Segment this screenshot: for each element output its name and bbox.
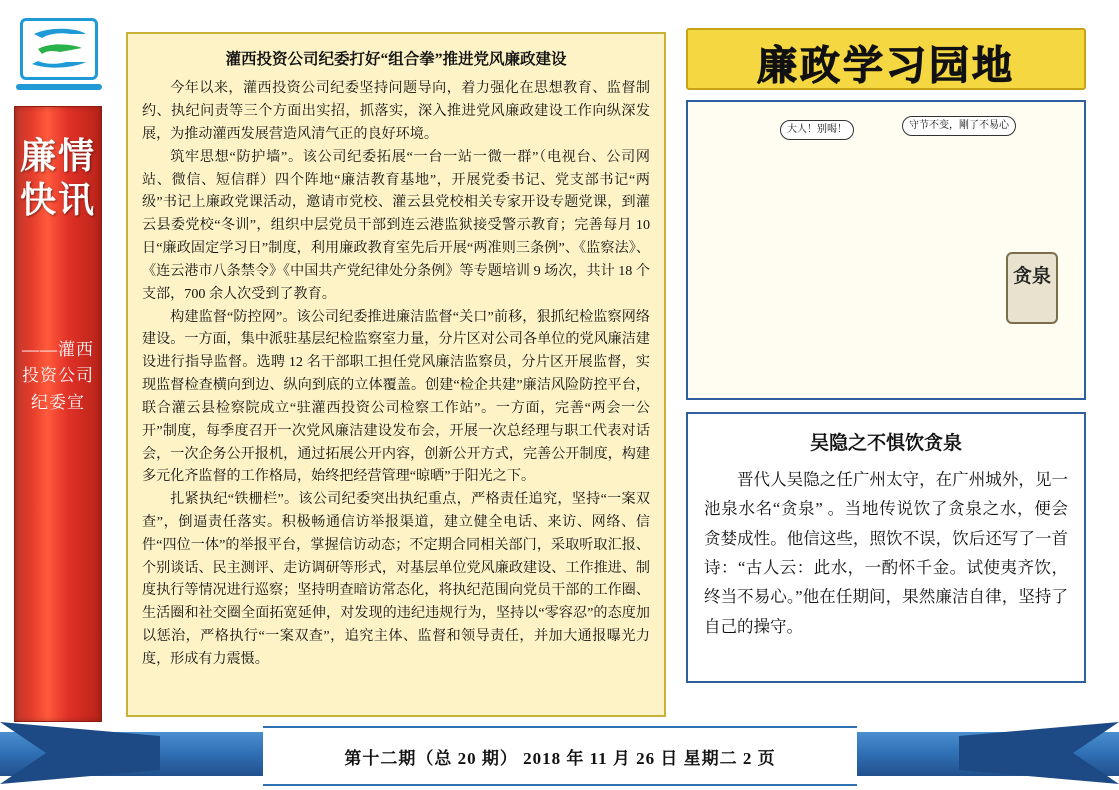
garden-header-title: 廉政学习园地 [757,43,1015,88]
story-panel [686,412,1086,683]
left-banner-column [0,0,120,790]
article-body [142,77,650,671]
spring-label-stone: 贪泉 [1006,252,1058,324]
article-paragraph: 筑牢思想“防护墙”。该公司纪委拓展“一台一站一微一群”（电视台、公司网站、微信、短信群）四个阵地“廉洁教育基地”，开展党委书记、党支部书记“两级”书记上廉政党课活动，邀请市党校、灌云县党校相关专家开设专题党课，到灌云县委党校“冬训”，组织中层党员干部到连云港监狱接受警示教育；完善每月 10 日“廉政固定学习日”制度，利用廉政教育室先后开展“两准则三条例”、《监察法》、《连云港市八条禁令》《中国共产党纪律处分条例》等专题培训 9 场次，共计 18 个支部，700 余人次受到了教育。 [142,148,650,302]
logo-underbar [16,84,102,90]
article-title: 灌西投资公司纪委打好“组合拳”推进党风廉政建设 [225,51,567,68]
footer-ribbon [0,716,1119,790]
footer-center-plate [263,726,857,786]
article-panel [126,32,666,717]
story-body: 晋代人吴隐之任广州太守，在广州城外，见一池泉水名“贪泉” 。当地传说饮了贪泉之水，便会贪婪成性。他信这些，照饮不误，饮后还写了一首诗：“古人云：此水，一酌怀千金。试使夷齐饮，终当不易心。”他在任期间，果然廉洁自律，坚持了自己的操守。 [704,470,1068,636]
story-title: 吴隐之不惧饮贪泉 [809,433,962,454]
garden-header-banner [686,28,1086,90]
article-paragraph: 今年以来，灌西投资公司纪委坚持问题导向，着力强化在思想教育、监督制约、执纪问责等三个方面出实招，抓落实，深入推进党风廉政建设工作向纵深发展，为推动灌西发展营造风清气正的良好环境。 [142,80,650,142]
banner-title: 廉情快讯 [19,136,96,220]
banner-subtitle: ——灌西投资公司纪委宣 [22,340,94,412]
article-paragraph: 构建监督“防控网”。该公司纪委推进廉洁监督“关口”前移，狠抓纪检监察网络建设。一方面，集中派驻基层纪检监察室力量，分片区对公司各单位的党风廉洁建设进行指导监督。选聘 12 名干部职工担任党风廉洁监察员，分片区开展监督，实现监督检查横向到边、纵向到底的立体覆盖。创建“检企共建”廉洁风险防控平台，联合灌云县检察院成立“驻灌西投资公司检察工作站”。一方面，完善“两会一公开”制度，每季度召开一次党风廉洁建设发布会，开展一次总经理与职工代表对话会，一次企务公开报机，通过拓展公开内容，创新公开方式，完善公开制度，构建多元化齐监督的工作格局，始终把经营管理“晾晒”于阳光之下。 [142,308,650,485]
company-logo [12,18,106,96]
right-column [686,28,1096,683]
cartoon-background [688,102,1084,398]
footer-issue-text: 第十二期（总 20 期） 2018 年 11 月 26 日 星期二 2 页 [344,748,776,768]
cartoon-bubble-left: 大人！别喝！ [780,120,854,140]
cartoon-bubble-right: 守节不变，剛了不易心 [902,116,1016,136]
article-paragraph: 扎紧执纪“铁栅栏”。该公司纪委突出执纪重点，严格责任追究，坚持“一案双查”，倒逼责任落实。积极畅通信访举报渠道，建立健全电话、来访、网络、信件“四位一体”的举报平台，掌握信访动态；不定期合同相关部门，采取听取汇报、个别谈话、民主测评、走访调研等形式，对基层单位党风廉政建设、工作推进、制度执行等情况进行巡察；坚持明查暗访常态化，将执纪范围向党员干部的工作圈、生活圈和社交圈全面拓宽延伸，对发现的违纪违规行为，坚持以“零容忍”的态度加以惩治，严格执行“一案双查”，追究主体、监督和领导责任，并加大通报曝光力度，形成有力震慑。 [142,491,650,667]
red-vertical-banner [14,106,102,722]
logo-swoosh-icon [20,18,98,80]
cartoon-illustration [686,100,1086,400]
